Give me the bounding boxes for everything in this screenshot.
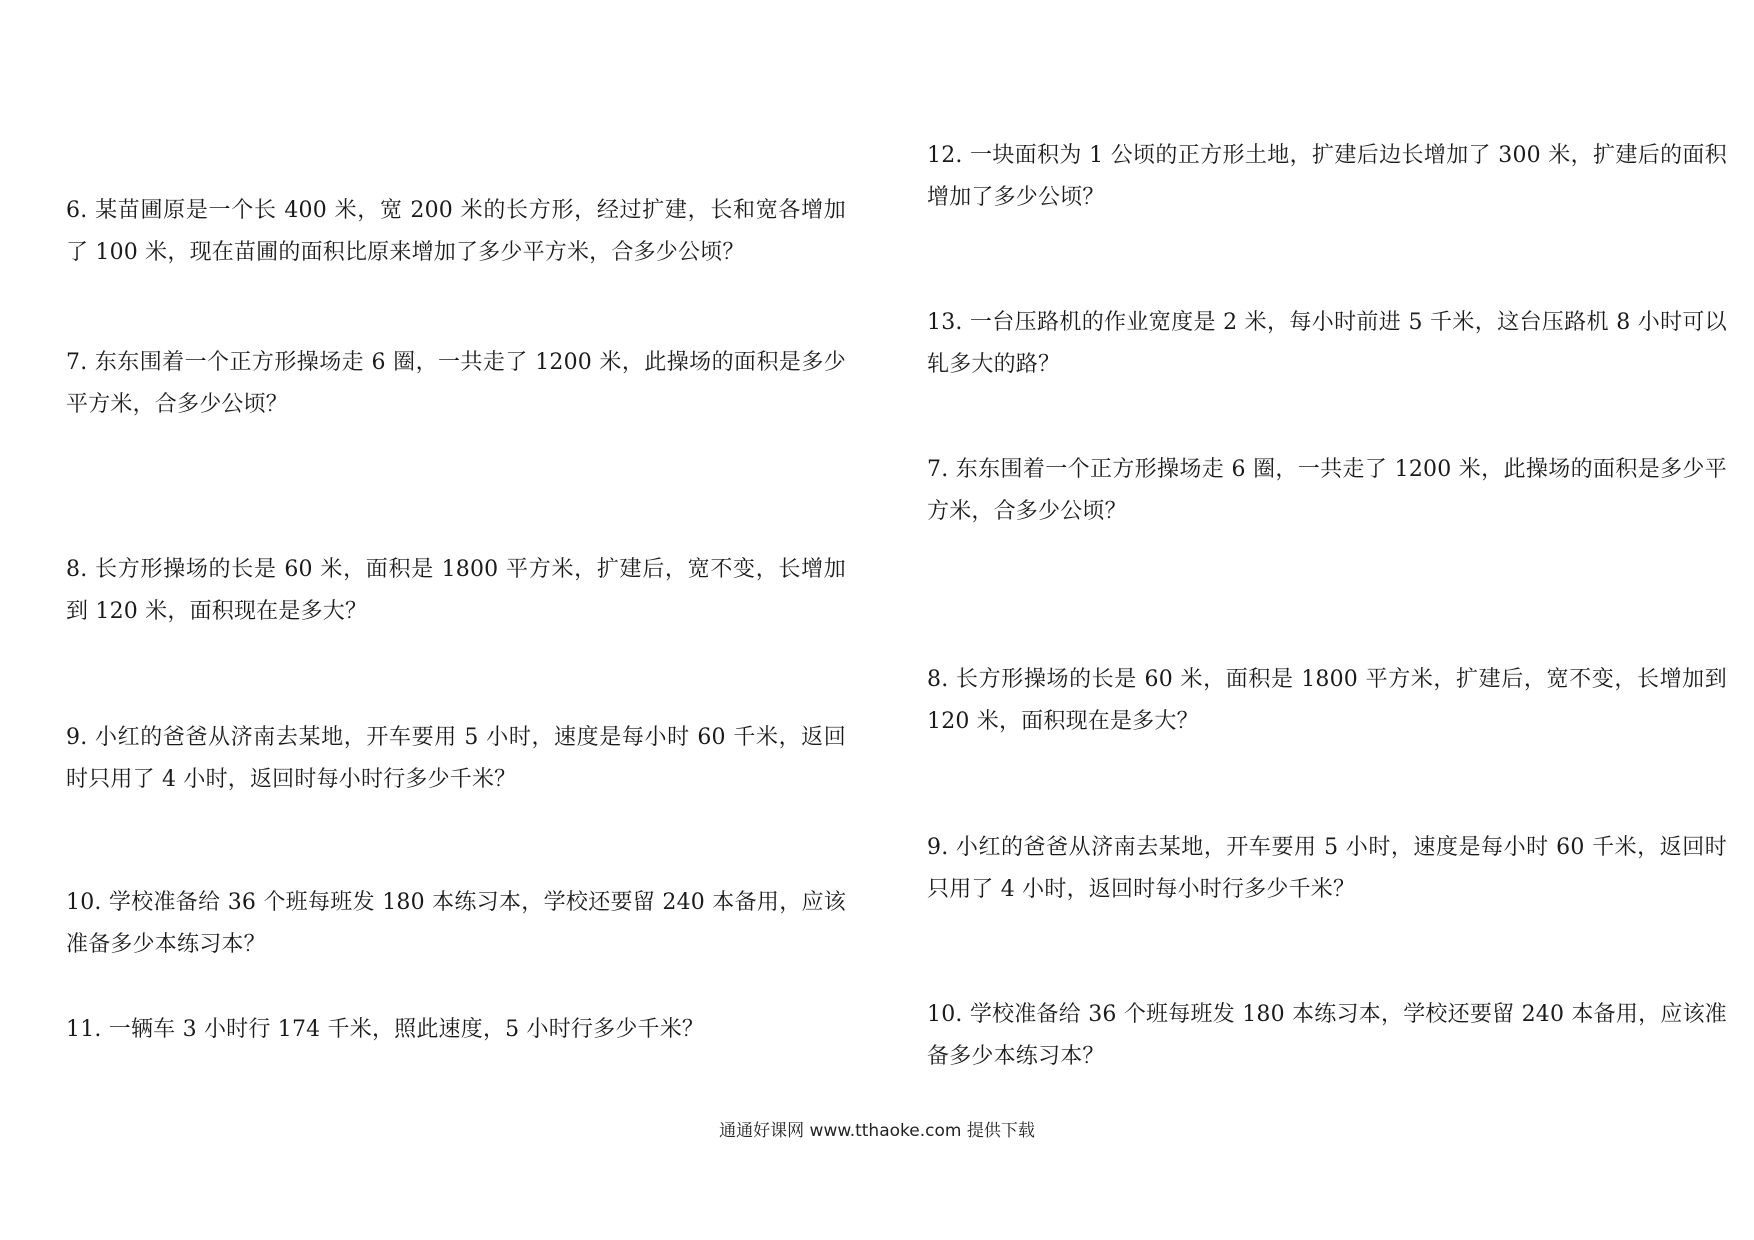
problem-12: 12. 一块面积为 1 公顷的正方形土地，扩建后边长增加了 300 米，扩建后的面积增加了多少公顷？ (927, 143, 1727, 210)
problem-8: 8. 长方形操场的长是 60 米，面积是 1800 平方米，扩建后，宽不变，长增加到 120 米，面积现在是多大？ (66, 557, 846, 624)
problem-9-repeat: 9. 小红的爸爸从济南去某地，开车要用 5 小时，速度是每小时 60 千米，返回时只用了 4 小时，返回时每小时行多少千米？ (927, 835, 1727, 902)
problem-10: 10. 学校准备给 36 个班每班发 180 本练习本，学校还要留 240 本备用，应该准备多少本练习本？ (66, 890, 846, 957)
problem-8-repeat: 8. 长方形操场的长是 60 米，面积是 1800 平方米，扩建后，宽不变，长增加到 120 米，面积现在是多大？ (927, 667, 1727, 734)
problem-13: 13. 一台压路机的作业宽度是 2 米，每小时前进 5 千米，这台压路机 8 小时可以轧多大的路？ (927, 310, 1727, 377)
problem-10-repeat: 10. 学校准备给 36 个班每班发 180 本练习本，学校还要留 240 本备用，应该准备多少本练习本？ (927, 1002, 1727, 1069)
footer-source: 通通好课网 www.tthaoke.com 提供下载 (719, 1121, 1035, 1141)
problem-9: 9. 小红的爸爸从济南去某地，开车要用 5 小时，速度是每小时 60 千米，返回时只用了 4 小时，返回时每小时行多少千米？ (66, 725, 846, 792)
problem-7: 7. 东东围着一个正方形操场走 6 圈，一共走了 1200 米，此操场的面积是多少平方米，合多少公顷？ (66, 350, 846, 417)
problem-11: 11. 一辆车 3 小时行 174 千米，照此速度，5 小时行多少千米？ (66, 1017, 705, 1042)
problem-6: 6. 某苗圃原是一个长 400 米，宽 200 米的长方形，经过扩建，长和宽各增加了 100 米，现在苗圃的面积比原来增加了多少平方米，合多少公顷？ (66, 198, 846, 265)
problem-7-repeat: 7. 东东围着一个正方形操场走 6 圈，一共走了 1200 米，此操场的面积是多少平方米，合多少公顷？ (927, 457, 1727, 524)
